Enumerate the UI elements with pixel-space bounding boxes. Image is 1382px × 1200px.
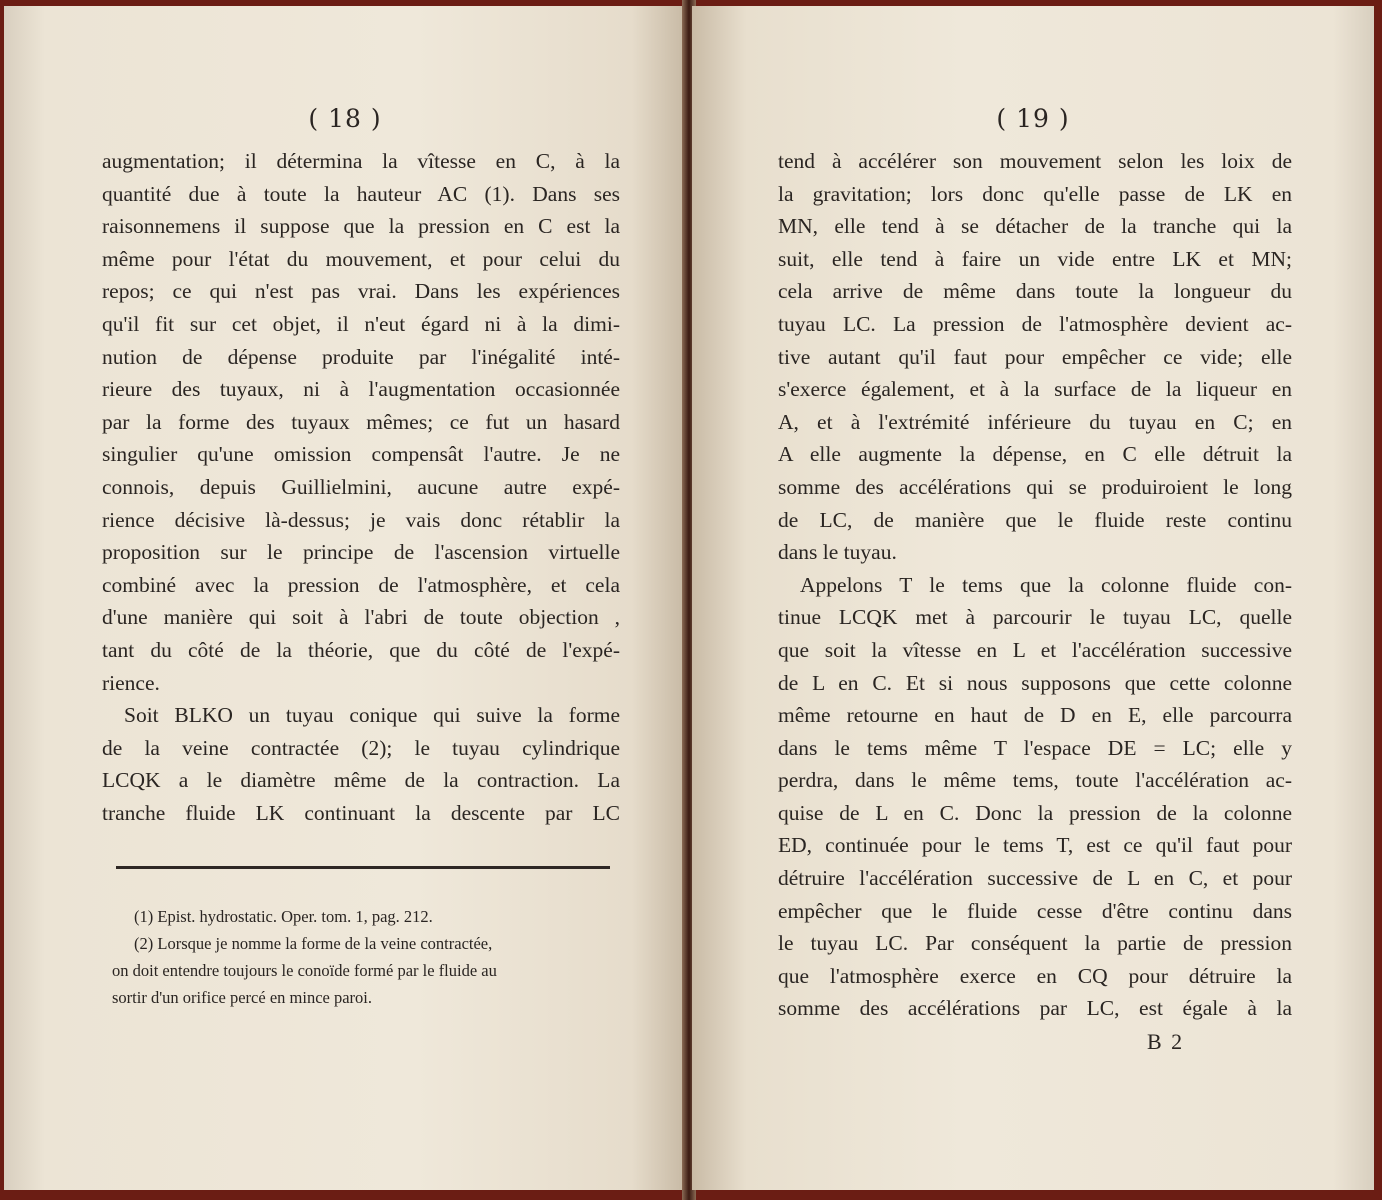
- text-line: connois, depuis Guillielmini, aucune autre expé-: [102, 474, 620, 499]
- footnote-line: (2) Lorsque je nomme la forme de la veine contractée,: [134, 934, 493, 953]
- right-page: [692, 6, 1374, 1190]
- text-line: s'exerce également, et à la surface de la liqueur en: [778, 377, 1292, 402]
- text-line: quise de L en C. Donc la pression de la colonne: [778, 800, 1292, 825]
- text-line: tinue LCQK met à parcourir le tuyau LC, quelle: [778, 605, 1292, 630]
- footnote-line: sortir d'un orifice percé en mince paroi.: [112, 988, 372, 1007]
- text-line: la gravitation; lors donc qu'elle passe de LK en: [778, 181, 1292, 206]
- text-line: empêcher que le fluide cesse d'être continu dans: [778, 898, 1292, 923]
- footnote-line: on doit entendre toujours le conoïde formé par le fluide au: [112, 961, 497, 980]
- body-text: [102, 145, 620, 829]
- text-line: augmentation; il détermina la vîtesse en C, à la: [102, 149, 620, 173]
- text-line: le tuyau LC. Par conséquent la partie de pression: [778, 931, 1292, 956]
- text-line: repos; ce qui n'est pas vrai. Dans les expériences: [102, 279, 620, 304]
- text-line: même pour l'état du mouvement, et pour celui du: [102, 246, 620, 271]
- text-line: même retourne en haut de D en E, elle parcourra: [778, 703, 1292, 728]
- text-line: rience.: [102, 670, 160, 695]
- text-line: LCQK a le diamètre même de la contraction. La: [102, 768, 620, 793]
- body-text: [778, 145, 1292, 1025]
- page-number: ( 19 ): [996, 104, 1070, 133]
- text-line: tive autant qu'il faut pour empêcher ce vide; elle: [778, 344, 1292, 369]
- text-line: suit, elle tend à faire un vide entre LK et MN;: [778, 246, 1292, 271]
- text-line: raisonnemens il suppose que la pression en C est la: [102, 214, 620, 239]
- signature-mark: B 2: [1147, 1029, 1185, 1054]
- text-line: de LC, de manière que le fluide reste continu: [778, 507, 1292, 532]
- left-page: [4, 6, 686, 1190]
- text-line: Soit BLKO un tuyau conique qui suive la forme: [124, 703, 620, 728]
- text-line: rience décisive là-dessus; je vais donc rétablir la: [102, 507, 620, 532]
- text-line: proposition sur le principe de l'ascension virtuelle: [102, 540, 620, 565]
- text-line: rieure des tuyaux, ni à l'augmentation occasionnée: [102, 377, 620, 402]
- text-line: qu'il fit sur cet objet, il n'eut égard ni à la dimi-: [102, 311, 620, 336]
- text-line: somme des accélérations par LC, est égale à la: [778, 996, 1292, 1021]
- text-line: de L en C. Et si nous supposons que cette colonne: [778, 670, 1292, 695]
- text-line: singulier qu'une omission compensât l'autre. Je ne: [102, 442, 620, 467]
- text-line: A elle augmente la dépense, en C elle détruit la: [778, 442, 1292, 467]
- text-line: de la veine contractée (2); le tuyau cylindrique: [102, 735, 620, 760]
- text-line: que soit la vîtesse en L et l'accélération successive: [778, 637, 1292, 662]
- text-line: cela arrive de même dans toute la longueur du: [778, 279, 1292, 304]
- text-line: Appelons T le tems que la colonne fluide con-: [800, 572, 1292, 597]
- text-line: quantité due à toute la hauteur AC (1). Dans ses: [102, 181, 620, 206]
- footnote-line: (1) Epist. hydrostatic. Oper. tom. 1, pag. 212.: [134, 907, 433, 926]
- text-line: d'une manière qui soit à l'abri de toute objection ,: [102, 605, 620, 630]
- text-line: tend à accélérer son mouvement selon les loix de: [778, 149, 1292, 173]
- text-line: perdra, dans le même tems, toute l'accélération ac-: [778, 768, 1292, 793]
- text-line: dans le tems même T l'espace DE = LC; elle y: [778, 735, 1292, 760]
- text-line: somme des accélérations qui se produiroient le long: [778, 474, 1292, 499]
- text-line: tant du côté de la théorie, que du côté de l'expé-: [102, 637, 620, 662]
- text-line: ED, continuée pour le tems T, est ce qu'il faut pour: [778, 833, 1292, 858]
- footnotes: [112, 903, 630, 1011]
- text-line: tuyau LC. La pression de l'atmosphère devient ac-: [778, 311, 1292, 336]
- footnote-divider: [116, 866, 610, 869]
- text-line: MN, elle tend à se détacher de la tranche qui la: [778, 214, 1292, 239]
- text-line: dans le tuyau.: [778, 540, 897, 565]
- text-line: que l'atmosphère exerce en CQ pour détruire la: [778, 963, 1292, 988]
- text-line: par la forme des tuyaux mêmes; ce fut un hasard: [102, 409, 620, 434]
- page-number: ( 18 ): [308, 104, 382, 133]
- text-line: nution de dépense produite par l'inégalité inté-: [102, 344, 620, 369]
- text-line: détruire l'accélération successive de L en C, et pour: [778, 866, 1292, 891]
- text-line: tranche fluide LK continuant la descente par LC: [102, 800, 620, 825]
- text-line: A, et à l'extrémité inférieure du tuyau en C; en: [778, 409, 1292, 434]
- text-line: combiné avec la pression de l'atmosphère, et cela: [102, 572, 620, 597]
